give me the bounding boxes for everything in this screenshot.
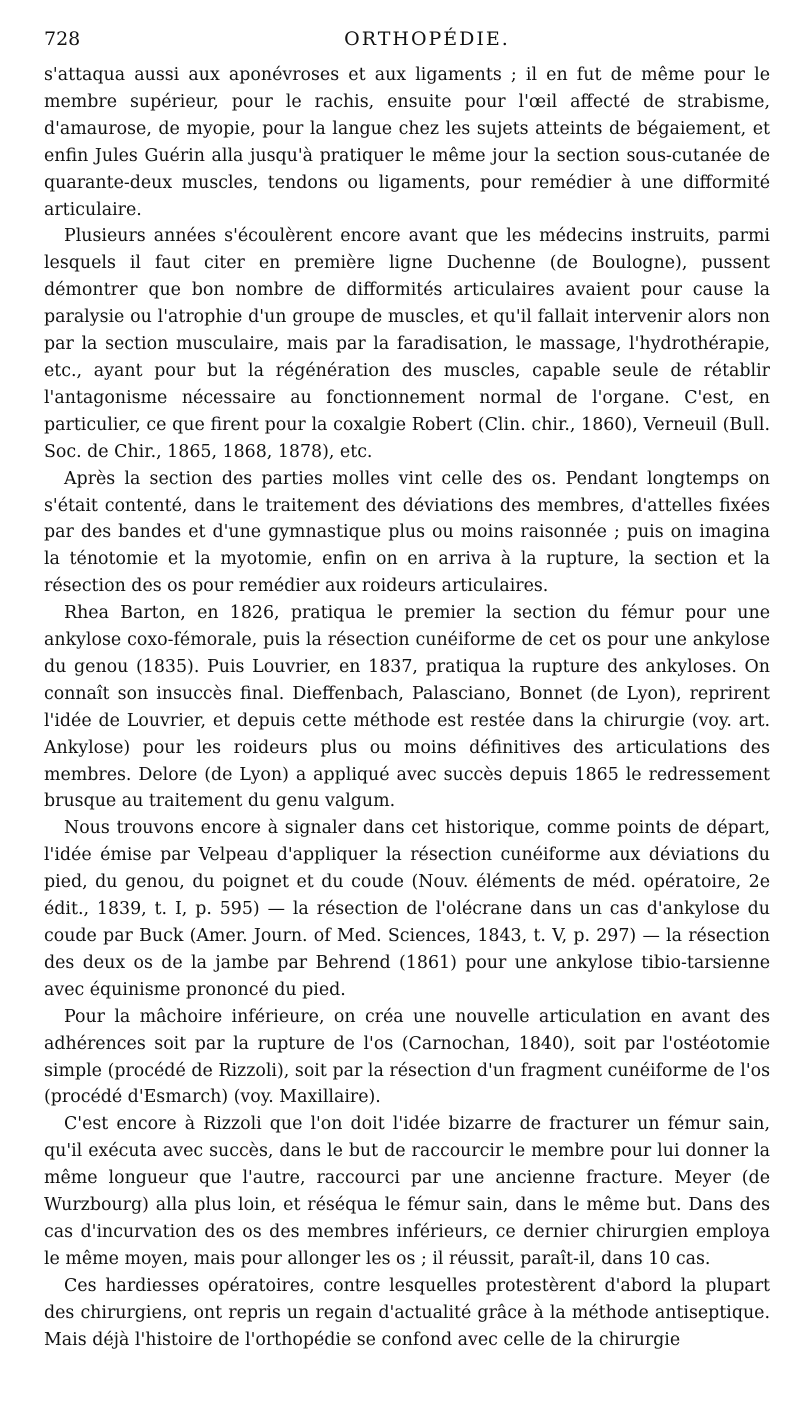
paragraph: Pour la mâchoire inférieure, on créa une nouvelle articulation en avant des adhérences soit par la rupture de l'os (Carnochan, 1840), soit par l'ostéotomie simple (procédé de Rizzoli), soit par la résection d'un fragment cunéiforme de l'os (procédé d'Esmarch) (voy. Maxillaire). [44,1006,770,1108]
paragraph: Nous trouvons encore à signaler dans cet historique, comme points de départ, l'idée émise par Velpeau d'appliquer la résection cunéiforme aux déviations du pied, du genou, du poignet et du coude (Nouv. éléments de méd. opératoire, 2e édit., 1839, t. I, p. 595) — la résection de l'olécrane dans un cas d'ankylose du coude par Buck (Amer. Journ. of Med. Sciences, 1843, t. V, p. 297) — la résection des deux os de la jambe par Behrend (1861) pour une ankylose tibio-tarsienne avec équinisme prononcé du pied. [44,818,770,1000]
paragraph: Après la section des parties molles vint celle des os. Pendant longtemps on s'était contenté, dans le traitement des déviations des membres, d'attelles fixées par des bandes et d'une gymnastique plus ou moins raisonnée ; puis on imagina la ténotomie et la myotomie, enfin on en arriva à la rupture, la section et la résection des os pour remédier aux roideurs articulaires. [44,468,770,597]
page-number: 728 [44,28,81,50]
page-header [44,28,770,58]
paragraph: C'est encore à Rizzoli que l'on doit l'idée bizarre de fracturer un fémur sain, qu'il exécuta avec succès, dans le but de raccourcir le membre pour lui donner la même longueur que l'autre, raccourci par une ancienne fracture. Meyer (de Wurzbourg) alla plus loin, et réséqua le fémur sain, dans le même but. Dans des cas d'incurvation des os des membres inférieurs, ce dernier chirurgien employa le même moyen, mais pour allonger les os ; il réussit, paraît-il, dans 10 cas. [44,1114,770,1269]
body-text [44,62,770,1354]
paragraph: Plusieurs années s'écoulèrent encore avant que les médecins instruits, parmi lesquels il faut citer en première ligne Duchenne (de Boulogne), pussent démontrer que bon nombre de difformités articulaires avaient pour cause la paralysie ou l'atrophie d'un groupe de muscles, et qu'il fallait intervenir alors non par la section musculaire, mais par la faradisation, le massage, l'hydrothérapie, etc., ayant pour but la régénération des muscles, capable seule de rétablir l'antagonisme nécessaire au fonctionnement normal de l'organe. C'est, en particulier, ce que firent pour la coxalgie Robert (Clin. chir., 1860), Verneuil (Bull. Soc. de Chir., 1865, 1868, 1878), etc. [44,226,770,462]
paragraph: Rhea Barton, en 1826, pratiqua le premier la section du fémur pour une ankylose coxo-fémorale, puis la résection cunéiforme de cet os pour une ankylose du genou (1835). Puis Louvrier, en 1837, pratiqua la rupture des ankyloses. On connaît son insuccès final. Dieffenbach, Palasciano, Bonnet (de Lyon), reprirent l'idée de Louvrier, et depuis cette méthode est restée dans la chirurgie (voy. art. Ankylose) pour les roideurs plus ou moins définitives des articulations des membres. Delore (de Lyon) a appliqué avec succès depuis 1865 le redressement brusque au traitement du genu valgum. [44,603,770,812]
paragraph: Ces hardiesses opératoires, contre lesquelles protestèrent d'abord la plupart des chirurgiens, ont repris un regain d'actualité grâce à la méthode antiseptique. Mais déjà l'histoire de l'orthopédie se confond avec celle de la chirurgie [44,1275,770,1350]
paragraph: s'attaqua aussi aux aponévroses et aux ligaments ; il en fut de même pour le membre supérieur, pour le rachis, ensuite pour l'œil affecté de strabisme, d'amaurose, de myopie, pour la langue chez les sujets atteints de bégaiement, et enfin Jules Guérin alla jusqu'à pratiquer le même jour la section sous-cutanée de quarante-deux muscles, tendons ou ligaments, pour remédier à une difformité articulaire. [44,65,770,220]
running-title: ORTHOPÉDIE. [344,28,510,50]
